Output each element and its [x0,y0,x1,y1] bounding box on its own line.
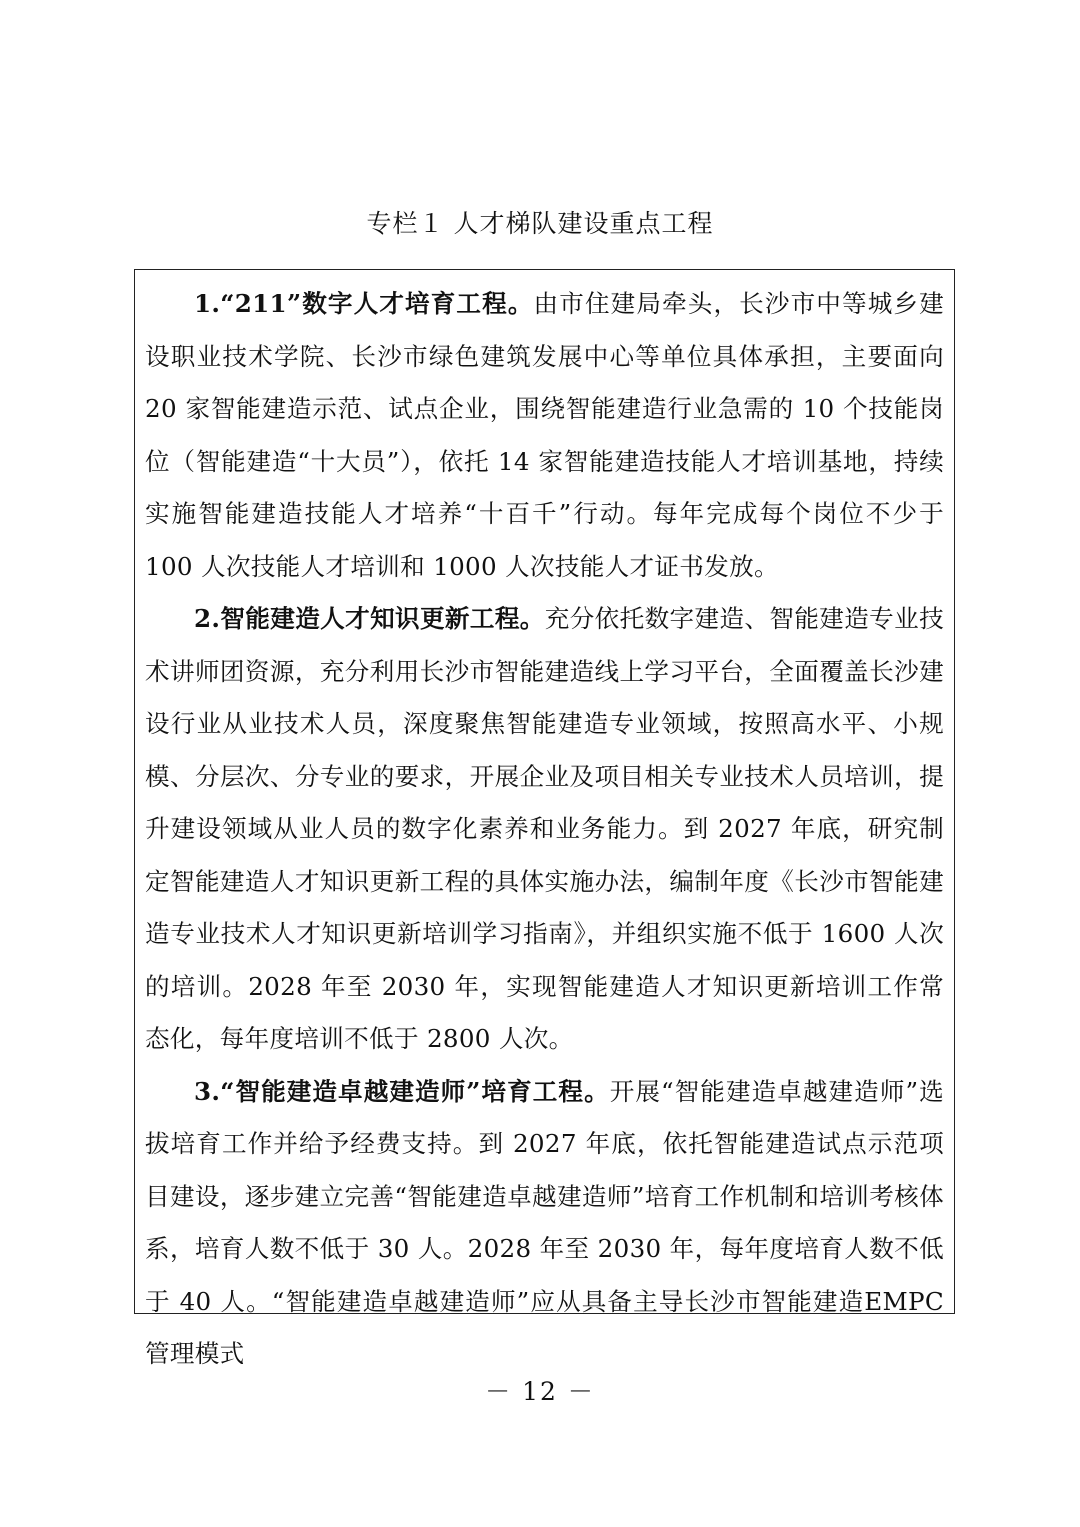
section-2 [145,593,944,1066]
column-content [145,278,944,1381]
column-box [134,269,955,1368]
section-2-heading: 2.智能建造人才知识更新工程。 [194,604,545,633]
section-1 [145,278,944,593]
page-title: 专栏１ 人才梯队建设重点工程 [366,209,714,238]
section-1-heading: 1.“211”数字人才培育工程。 [194,289,534,318]
section-3 [145,1066,944,1381]
page-number: － 12 － [485,1377,595,1406]
section-3-body: 开展“智能建造卓越建造师”选拔培育工作并给予经费支持。到 2027 年底，依托智能建造试点示范项目建设，逐步建立完善“智能建造卓越建造师”培育工作机制和培训考核体系，培育人数不低于 30 人。2028 年至 2030 年，每年度培育人数不低于 40 人。“智能建造卓越建造师”应从具备主导长沙市智能建造EMPC管理模式 [145,1076,945,1368]
section-2-body: 充分依托数字建造、智能建造专业技术讲师团资源，充分利用长沙市智能建造线上学习平台，全面覆盖长沙建设行业从业技术人员，深度聚焦智能建造专业领域，按照高水平、小规模、分层次、分专业的要求，开展企业及项目相关专业技术人员培训，提升建设领域从业人员的数字化素养和业务能力。到 2027 年底，研究制定智能建造人才知识更新工程的具体实施办法，编制年度《长沙市智能建造专业技术人才知识更新培训学习指南》，并组织实施不低于 1600 人次的培训。2028 年至 2030 年，实现智能建造人才知识更新培训工作常态化，每年度培训不低于 2800 人次。 [145,604,944,1053]
section-3-heading: 3.“智能建造卓越建造师”培育工程。 [194,1076,610,1106]
section-1-body: 由市住建局牵头，长沙市中等城乡建设职业技术学院、长沙市绿色建筑发展中心等单位具体承担，主要面向 20 家智能建造示范、试点企业，围绕智能建造行业急需的 10 个技能岗位（智能建造“十大员”），依托 14 家智能建造技能人才培训基地，持续实施智能建造技能人才培养“十百千”行动。每年完成每个岗位不少于 100 人次技能人才培训和 1000 人次技能人才证书发放。 [145,289,944,581]
